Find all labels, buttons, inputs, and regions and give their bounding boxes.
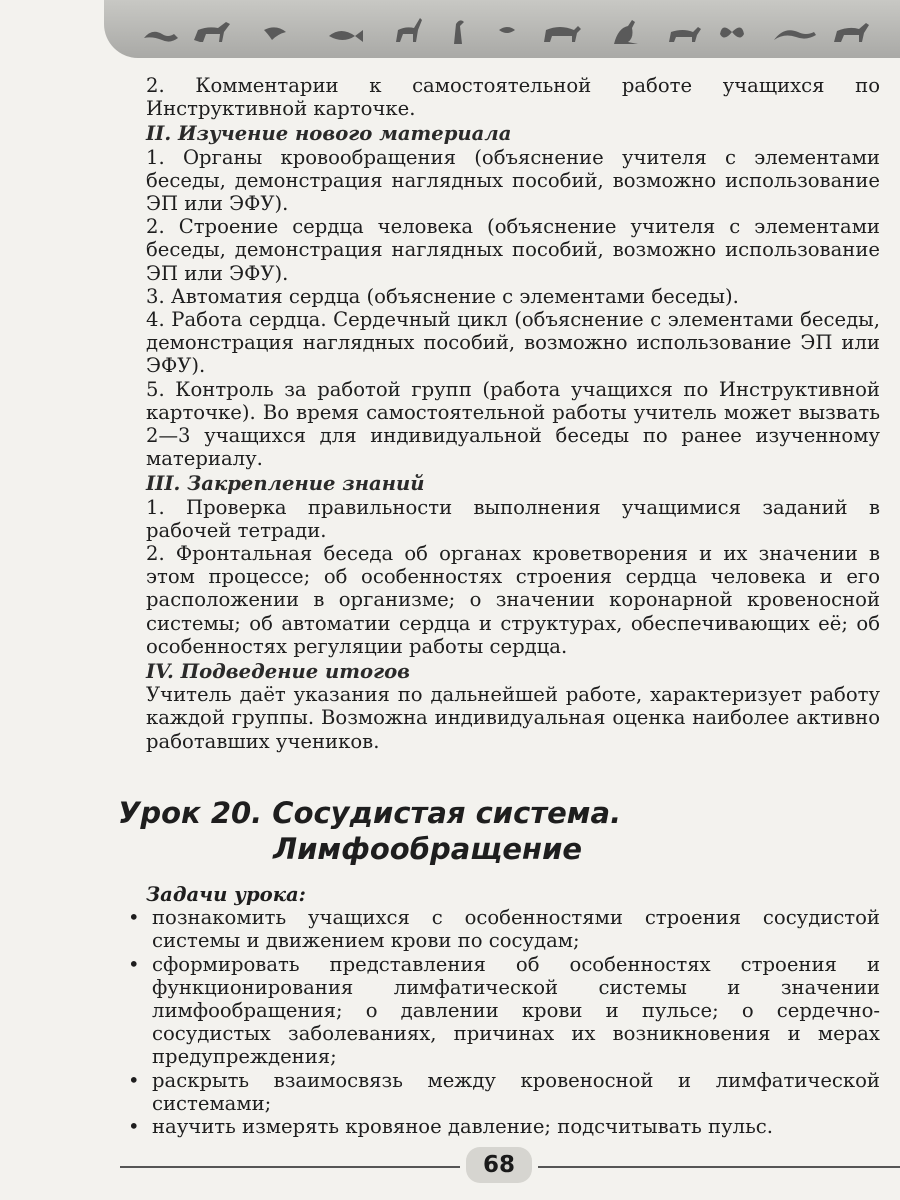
page-number: 68 (466, 1147, 532, 1183)
list-item: 1. Органы кровообращения (объяснение учителя с элементами беседы, демонстрация наглядных пособий, возможно использование ЭП или ЭФУ). (146, 145, 880, 216)
lizard-icon (774, 30, 816, 40)
list-item: 2. Фронтальная беседа об органах кроветворения и их значении в этом процессе; об особенностях строения сердца человека и его расположении в организме; о значении коронарной кровеносной системы; об автоматии сердца и структурах, обеспечивающих её; об особенностях регуляции работы сердца. (146, 542, 880, 658)
bullet-icon: • (128, 906, 140, 930)
list-item: 2. Строение сердца человека (объяснение учителя с элементами беседы, демонстрация наглядных пособий, возможно использование ЭП или ЭФУ). (146, 215, 880, 285)
list-item: 4. Работа сердца. Сердечный цикл (объяснение с элементами беседы, демонстрация наглядных пособий, возможно использование ЭП или ЭФУ). (146, 308, 880, 378)
bird-icon (264, 27, 286, 40)
insect-icon (499, 24, 515, 38)
footer-divider-right (538, 1166, 900, 1168)
horse2-icon (834, 23, 869, 42)
section-heading-new-material: II. Изучение нового материала (146, 122, 512, 146)
list-item: • познакомить учащихся с особенностями строения сосудистой системы и движением крови по сосудам; (128, 906, 880, 953)
lesson-title (118, 795, 880, 867)
page-body (118, 74, 880, 1138)
butterfly-icon (720, 27, 744, 37)
horse-icon (194, 22, 230, 42)
list-item: Учитель даёт указания по дальнейшей работе, характеризует работу каждой группы. Возможна индивидуальная оценка наиболее активно работавших учеников. (146, 683, 880, 753)
list-item: • сформировать представления об особенностях строения и функционирования лимфатической системы и значении лимфообращения; о давлении крови и пульсе; о сердечно-сосудистых заболеваниях, причинах их возникновения и мерах предупреждения; (128, 952, 880, 1069)
scorpion-icon (144, 32, 178, 42)
heron-icon (454, 20, 464, 44)
dog-icon (669, 27, 701, 42)
tasks-list (128, 906, 880, 1138)
section-heading-consolidation: III. Закрепление знаний (146, 472, 425, 496)
lesson-title-line2: Лимфообращение (273, 831, 583, 866)
footer-divider-left (120, 1166, 460, 1168)
bullet-icon: • (128, 1068, 140, 1092)
kangaroo-icon (614, 20, 638, 44)
section-heading-summary: IV. Подведение итогов (146, 660, 411, 684)
bullet-icon: • (128, 952, 140, 976)
list-item: 1. Проверка правильности выполнения учащимися заданий в рабочей тетради. (146, 495, 880, 542)
list-item: • научить измерять кровяное давление; подсчитывать пульс. (128, 1114, 773, 1138)
list-item: 3. Автоматия сердца (объяснение с элементами беседы). (146, 284, 739, 308)
list-item: 5. Контроль за работой групп (работа учащихся по Инструктивной карточке). Во время самостоятельной работы учитель может вызвать 2—3 учащихся для индивидуальной беседы по ранее изученному материалу. (146, 377, 880, 471)
tasks-heading: Задачи урока: (146, 882, 306, 906)
paragraph-instructive-card: 2. Комментарии к самостоятельной работе учащихся по Инструктивной карточке. (146, 74, 880, 121)
bull-icon (544, 26, 581, 42)
header-animal-banner (104, 0, 900, 58)
deer-icon (396, 18, 422, 42)
lesson-title-line1: Урок 20. Сосудистая система. (118, 795, 622, 830)
bullet-icon: • (128, 1114, 140, 1138)
list-item: • раскрыть взаимосвязь между кровеносной и лимфатической системами; (128, 1068, 880, 1115)
fish-icon (329, 30, 363, 42)
animal-silhouettes-icon (104, 0, 900, 58)
